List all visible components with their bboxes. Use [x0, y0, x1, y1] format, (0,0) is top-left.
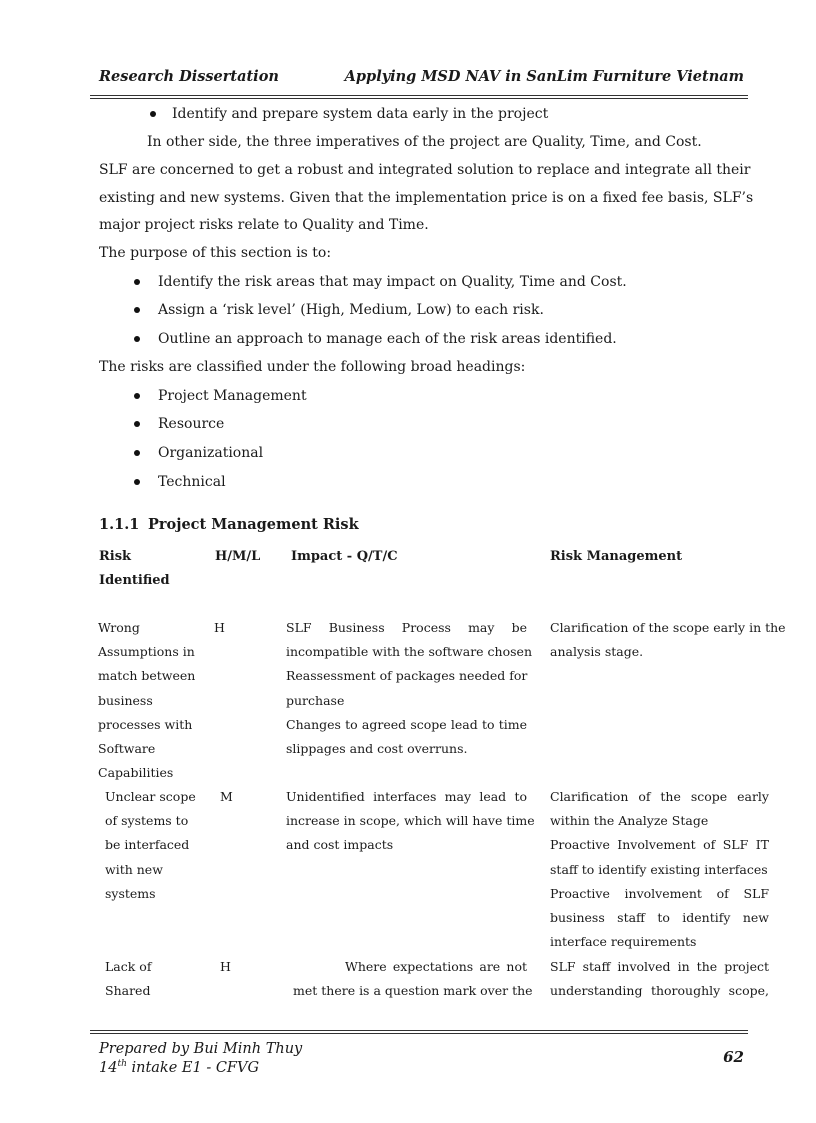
section-number: 1.1.1: [99, 516, 140, 533]
bullet-icon: [134, 393, 140, 399]
table-cell-risk: [105, 955, 200, 1003]
paragraph-line: SLF are concerned to get a robust and integrated solution to replace and integrate all their: [99, 162, 751, 178]
section-heading: [99, 516, 359, 533]
cell-line: business: [98, 692, 153, 708]
heading-item: Project Management: [158, 388, 307, 404]
table-cell-impact: [286, 785, 535, 858]
cell-line: Software: [98, 741, 156, 757]
table-cell-level: [214, 616, 244, 640]
bullet-icon: [134, 450, 140, 456]
table-cell-level: [220, 955, 250, 979]
paragraph-line: In other side, the three imperatives of the project are Quality, Time, and Cost.: [147, 134, 702, 150]
purpose-item: Identify the risk areas that may impact on Quality, Time and Cost.: [158, 274, 627, 290]
footer-rule-bottom: [90, 1033, 748, 1034]
cell-line: met there is a question mark over the: [293, 983, 533, 999]
col-header-management: Risk Management: [550, 549, 683, 564]
cell-line: H: [220, 959, 231, 974]
heading-item: Organizational: [158, 445, 264, 461]
section-title: Project Management Risk: [148, 516, 359, 533]
cell-line: Assumptions in: [98, 644, 195, 660]
cell-line: Unclear scope: [105, 789, 196, 804]
cell-line: be interfaced: [105, 837, 190, 853]
cell-line: systems: [105, 885, 156, 901]
col-header-level: H/M/L: [215, 549, 261, 564]
cell-line: Reassessment of packages needed for: [286, 668, 528, 684]
cell-line: SLF Business Process may be: [286, 620, 527, 635]
intro-bullet-text: Identify and prepare system data early in the project: [172, 106, 549, 122]
table-cell-risk: [98, 616, 198, 785]
intake-superscript: th: [117, 1059, 127, 1069]
cell-line: and cost impacts: [286, 837, 394, 853]
cell-line: Unidentified interfaces may lead to: [286, 789, 527, 804]
cell-line: Capabilities: [98, 765, 174, 781]
purpose-item: Outline an approach to manage each of the risk areas identified.: [158, 331, 617, 347]
cell-line: Changes to agreed scope lead to time: [286, 716, 527, 732]
cell-line: Proactive involvement of SLF: [550, 885, 769, 901]
intake-text: intake E1 - CFVG: [126, 1059, 260, 1076]
bullet-icon: [150, 111, 156, 117]
footer-prepared-by: Prepared by Bui Minh Thuy: [99, 1041, 303, 1057]
header-rule-top: [90, 95, 748, 96]
table-cell-level: [220, 785, 250, 809]
bullet-icon: [134, 336, 140, 342]
cell-line: Where expectations are not: [345, 959, 527, 974]
cell-line: Proactive Involvement of SLF IT: [550, 837, 769, 853]
cell-line: Clarification of the scope early: [550, 789, 769, 804]
heading-item: Technical: [158, 474, 226, 490]
footer-rule-top: [90, 1030, 748, 1031]
bullet-icon: [134, 279, 140, 285]
cell-line: slippages and cost overruns.: [286, 741, 468, 757]
cell-line: processes with: [98, 716, 193, 732]
intake-number: 14: [99, 1059, 118, 1076]
running-header-left: Research Dissertation: [99, 68, 279, 85]
bullet-icon: [134, 307, 140, 313]
cell-line: business staff to identify new: [550, 910, 769, 926]
cell-line: staff to identify existing interfaces: [550, 861, 768, 877]
header-rule-bottom: [90, 98, 748, 99]
col-header-identified: Identified: [99, 573, 170, 588]
cell-line: H: [214, 620, 225, 635]
cell-line: Shared: [105, 983, 151, 999]
col-header-risk: Risk: [99, 549, 132, 564]
cell-line: understanding thoroughly scope,: [550, 983, 769, 999]
cell-line: within the Analyze Stage: [550, 813, 709, 829]
cell-line: increase in scope, which will have time: [286, 813, 535, 829]
cell-line: Clarification of the scope early in the: [550, 620, 786, 635]
cell-line: of systems to: [105, 813, 189, 829]
purpose-item: Assign a ‘risk level’ (High, Medium, Low) to each risk.: [158, 302, 544, 318]
cell-line: with new: [105, 861, 163, 877]
classified-intro: The risks are classified under the following broad headings:: [99, 359, 526, 375]
cell-line: analysis stage.: [550, 644, 644, 660]
cell-line: interface requirements: [550, 934, 697, 950]
footer-intake: [99, 1059, 259, 1076]
table-cell-management: [550, 616, 786, 664]
purpose-intro: The purpose of this section is to:: [99, 245, 332, 261]
table-cell-risk: [105, 785, 200, 906]
table-cell-management: [550, 955, 769, 1003]
running-header-right: Applying MSD NAV in SanLim Furniture Vietnam: [344, 68, 744, 85]
cell-line: SLF staff involved in the project: [550, 959, 769, 974]
table-cell-impact: [286, 616, 532, 761]
page-number: 62: [723, 1048, 744, 1066]
paragraph-line: existing and new systems. Given that the implementation price is on a fixed fee basis, SLF’s: [99, 190, 754, 206]
cell-line: purchase: [286, 692, 345, 708]
bullet-icon: [134, 479, 140, 485]
table-cell-impact: [293, 955, 533, 1003]
cell-line: Wrong: [98, 620, 140, 635]
paragraph-line: major project risks relate to Quality and Time.: [99, 217, 429, 233]
bullet-icon: [134, 421, 140, 427]
cell-line: Lack of: [105, 959, 152, 974]
table-cell-management: [550, 785, 769, 954]
heading-item: Resource: [158, 416, 225, 432]
cell-line: match between: [98, 668, 196, 684]
cell-line: M: [220, 789, 233, 804]
cell-line: incompatible with the software chosen: [286, 644, 532, 660]
col-header-impact: Impact - Q/T/C: [291, 549, 398, 564]
